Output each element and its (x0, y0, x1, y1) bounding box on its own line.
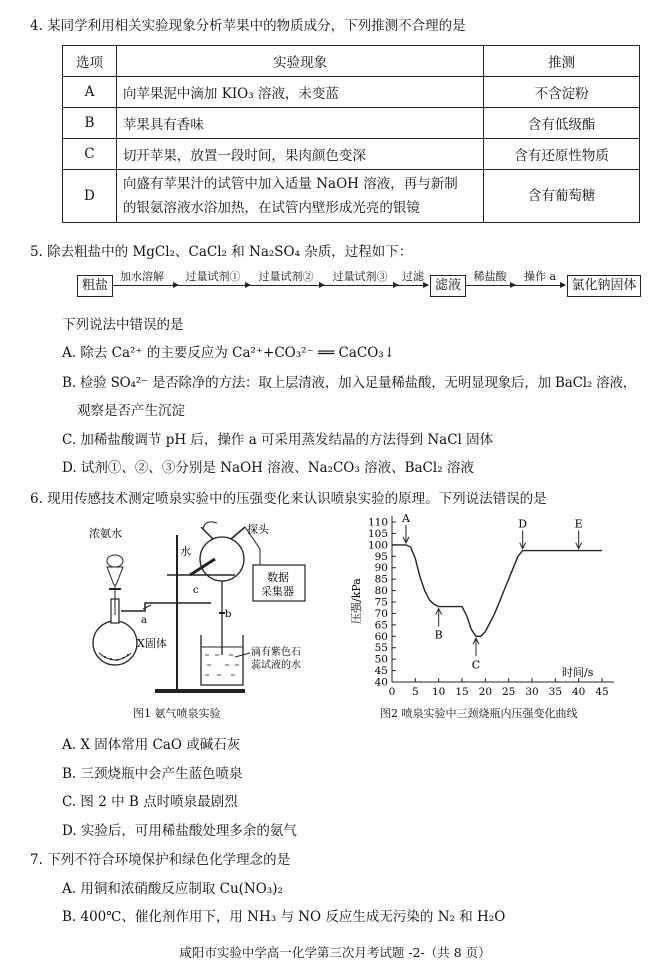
y-tick-label: 85 (374, 573, 388, 586)
fig1-apparatus (85, 515, 330, 700)
table-cell: 含有低级酯 (484, 108, 640, 139)
q4-stem: 4. 某同学利用相关实验现象分析苹果中的物质成分，下列推测不合理的是 (30, 18, 466, 34)
chart-annotations (401, 512, 583, 671)
x-tick-label: 0 (388, 686, 396, 698)
x-tick-label: 20 (478, 686, 493, 698)
x-tick-label: 40 (571, 686, 586, 698)
label-liquid-1: 滴有紫色石 (251, 647, 301, 658)
y-tick-label: 100 (367, 539, 388, 552)
annotation-label: D (518, 517, 528, 531)
flow-arrow (250, 285, 324, 286)
table-row (63, 108, 640, 139)
table-row (63, 139, 640, 170)
q5-question: 下列说法中错误的是 (62, 317, 184, 333)
table-cell: 切开苹果，放置一段时间，果肉颜色变深 (116, 139, 483, 170)
table-cell: 不含淀粉 (484, 77, 640, 108)
flow-step-label: 过量试剂① (185, 270, 241, 283)
chart-axes (392, 516, 614, 682)
flow-arrow (465, 285, 515, 286)
q6-option-c: C. 图 2 中 B 点时喷泉最剧烈 (62, 794, 238, 810)
chart-ylabel: 压强/kPa (350, 578, 363, 624)
table-row (63, 170, 640, 223)
y-tick-label: 70 (374, 607, 388, 620)
page-footer: 咸阳市实验中学高一化学第三次月考试题 -2-（共 8 页） (179, 945, 491, 960)
flow-arrow (112, 285, 178, 286)
table-header-cell: 推测 (484, 46, 640, 77)
flow-box-start: 粗盐 (77, 275, 113, 297)
flow-box-filtrate: 滤液 (430, 275, 466, 297)
label-water: 水 (180, 545, 191, 558)
label-c: c (193, 585, 199, 596)
table-cell: D (63, 170, 117, 223)
flow-step-label: 过量试剂② (258, 270, 314, 283)
flow-arrow (324, 285, 398, 286)
table-cell: 含有葡萄糖 (484, 170, 640, 223)
label-a: a (141, 615, 147, 626)
y-tick-label: 75 (374, 596, 388, 609)
q5-option-b: B. 检验 SO₄²⁻ 是否除净的方法：取上层清液，加入足量稀盐酸，无明显现象后，加 BaCl₂ 溶液， (62, 375, 637, 391)
y-tick-label: 50 (374, 653, 388, 666)
table-cell: B (63, 108, 117, 139)
table-header-cell: 选项 (63, 46, 117, 77)
label-ammonia: 浓氨水 (89, 527, 122, 540)
annotation-label: C (471, 658, 481, 672)
y-tick-label: 65 (374, 619, 388, 632)
label-collector-1: 数据 (267, 571, 289, 584)
x-tick-label: 30 (525, 686, 539, 698)
flow-step-label: 过滤 (402, 270, 424, 283)
label-probe: 探头 (247, 523, 269, 536)
label-b: b (225, 609, 232, 620)
table-cell: 含有还原性物质 (484, 139, 640, 170)
q5-option-b-cont: 观察是否产生沉淀 (77, 403, 185, 419)
fig1-caption: 图1 氨气喷泉实验 (133, 707, 221, 720)
annotation-label: A (402, 512, 410, 525)
y-tick-label: 40 (374, 676, 388, 689)
x-tick-label: 10 (431, 686, 446, 698)
q7-option-a: A. 用铜和浓硝酸反应制取 Cu(NO₃)₂ (62, 881, 283, 897)
table-cell: 向苹果泥中滴加 KIO₃ 溶液，未变蓝 (116, 77, 483, 108)
table-cell: C (63, 139, 117, 170)
fig2-caption: 图2 喷泉实验中三颈烧瓶内压强变化曲线 (380, 707, 578, 720)
q7-option-b: B. 400℃、催化剂作用下，用 NH₃ 与 NO 反应生成无污染的 N₂ 和 H₂O (62, 909, 506, 925)
flow-arrow (398, 285, 428, 286)
label-liquid-2: 蕊试液的水 (251, 660, 301, 671)
x-tick-label: 15 (455, 686, 469, 698)
chart-xlabel: 时间/s (562, 666, 594, 679)
q5-option-c: C. 加稀盐酸调节 pH 后，操作 a 可采用蒸发结晶的方法得到 NaCl 固体 (62, 432, 494, 448)
flow-step-label: 加水溶解 (120, 270, 164, 283)
x-tick-label: 45 (595, 686, 609, 698)
q4-table (62, 45, 640, 223)
x-tick-label: 5 (411, 686, 419, 698)
label-x-solid: X固体 (137, 637, 167, 650)
table-header-cell: 实验现象 (116, 46, 483, 77)
q5-option-a: A. 除去 Ca²⁺ 的主要反应为 Ca²⁺+CO₃²⁻ ══ CaCO₃↓ (62, 345, 396, 361)
flow-arrow (515, 285, 565, 286)
q6-option-b: B. 三颈烧瓶中会产生蓝色喷泉 (62, 766, 243, 782)
y-tick-label: 110 (367, 516, 388, 529)
chart-series-line (392, 545, 602, 636)
label-collector-2: 采集器 (261, 585, 294, 598)
y-tick-label: 95 (374, 550, 388, 563)
y-tick-label: 55 (374, 642, 388, 655)
flow-step-label: 过量试剂③ (332, 270, 388, 283)
table-cell: A (63, 77, 117, 108)
flow-arrow (178, 285, 250, 286)
flow-box-end: 氯化钠固体 (567, 275, 641, 297)
q6-stem: 6. 现用传感技术测定喷泉实验中的压强变化来认识喷泉实验的原理。下列说法错误的是 (30, 491, 547, 507)
annotation-label: B (434, 628, 443, 642)
table-cell-line: 的银氨溶液水浴加热，在试管内壁形成光亮的银镜 (122, 200, 420, 216)
y-tick-label: 80 (374, 585, 388, 598)
y-tick-label: 60 (374, 630, 388, 643)
q6-option-d: D. 实验后，可用稀盐酸处理多余的氨气 (62, 823, 297, 839)
q5-option-d: D. 试剂①、②、③分别是 NaOH 溶液、Na₂CO₃ 溶液、BaCl₂ 溶液 (62, 460, 474, 476)
x-tick-label: 35 (548, 686, 563, 698)
table-cell-line: 向盛有苹果汁的试管中加入适量 NaOH 溶液，再与新制 (122, 176, 458, 192)
pressure-chart (340, 512, 630, 704)
flow-step-label: 稀盐酸 (473, 270, 507, 283)
table-cell (116, 170, 483, 223)
x-tick-label: 25 (501, 686, 516, 698)
q7-stem: 7. 下列不符合环境保护和绿色化学理念的是 (30, 852, 291, 868)
y-tick-label: 105 (367, 527, 388, 540)
y-tick-label: 45 (374, 665, 388, 678)
q5-stem: 5. 除去粗盐中的 MgCl₂、CaCl₂ 和 Na₂SO₄ 杂质，过程如下： (30, 244, 413, 260)
annotation-label: E (574, 517, 583, 531)
q6-option-a: A. X 固体常用 CaO 或碱石灰 (62, 737, 241, 753)
table-cell: 苹果具有香味 (116, 108, 483, 139)
flow-step-label: 操作 a (523, 270, 557, 283)
y-tick-label: 90 (374, 562, 388, 575)
table-header-row (63, 46, 640, 77)
table-row (63, 77, 640, 108)
